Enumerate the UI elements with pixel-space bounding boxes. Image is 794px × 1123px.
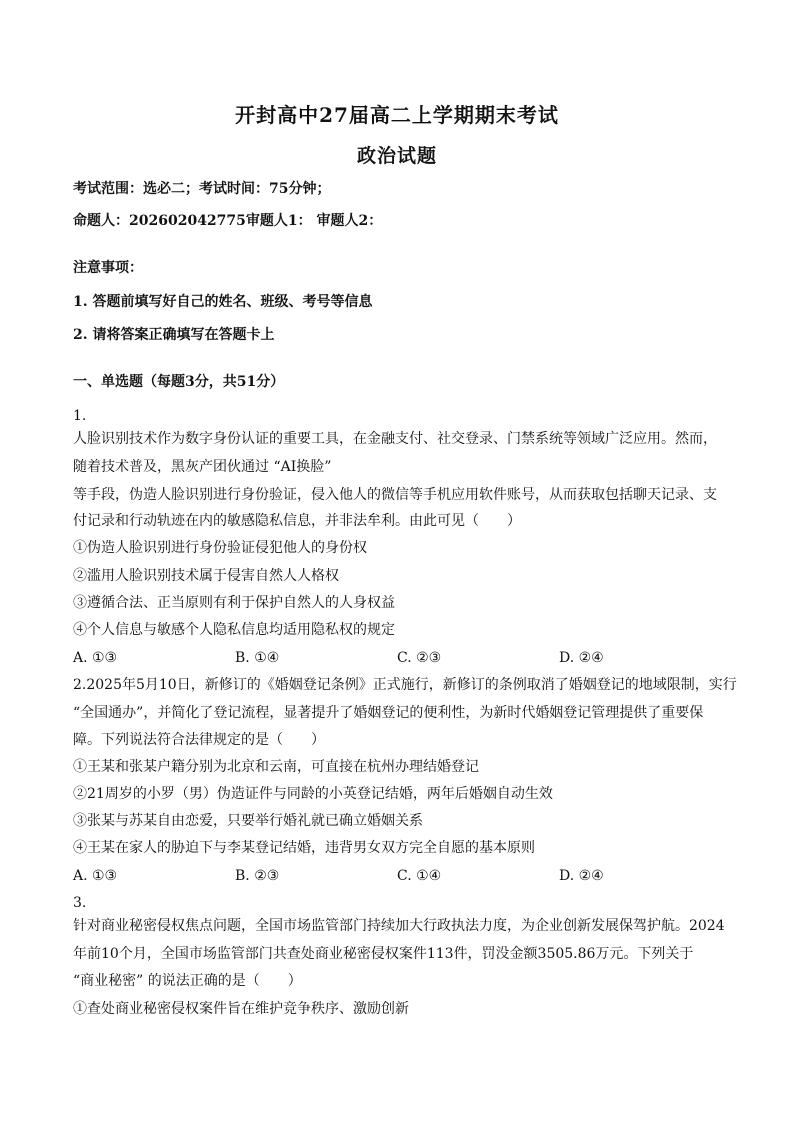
question-2-statement: ④王某在家人的胁迫下与李某登记结婚，违背男女双方完全自愿的基本原则 (73, 840, 535, 856)
question-2-option-c: C. ①④ (397, 868, 442, 884)
question-1-line: 1. (73, 408, 87, 424)
question-1-statement: ④个人信息与敏感个人隐私信息均适用隐私权的规定 (73, 622, 395, 638)
question-3-line: 针对商业秘密侵权焦点问题，全国市场监管部门持续加大行政执法力度，为企业创新发展保驾护航。2024 (73, 918, 725, 934)
question-1-option-d: D. ②④ (559, 650, 604, 666)
question-1-line: 等手段，伪造人脸识别进行身份验证，侵入他人的微信等手机应用软件账号，从而获取包括聊天记录、支 (73, 487, 717, 503)
question-1-option-a: A. ①③ (73, 650, 118, 666)
question-2-statement: ③张某与苏某自由恋爱，只要举行婚礼就已确立婚姻关系 (73, 813, 423, 829)
question-2-option-a: A. ①③ (73, 868, 118, 884)
authors-line: 命题人：202602042775审题人1： 审题人2： (73, 213, 383, 229)
exam-info: 考试范围：选必二；考试时间：75分钟； (73, 181, 331, 197)
question-1-statement: ①伪造人脸识别进行身份验证侵犯他人的身份权 (73, 540, 367, 556)
question-2-option-d: D. ②④ (559, 868, 604, 884)
notice-item: 1. 答题前填写好自己的姓名、班级、考号等信息 (73, 294, 373, 310)
exam-title: 开封高中27届高二上学期期末考试 (235, 103, 559, 127)
subject-title: 政治试题 (356, 145, 437, 167)
section-heading: 一、单选题（每题3分，共51分） (73, 374, 285, 390)
question-3-line: 年前10个月，全国市场监管部门共查处商业秘密侵权案件113件，罚没金额3505.86万元。下列关于 (73, 946, 694, 962)
question-3-line: 3. (73, 895, 87, 911)
question-1-statement: ②滥用人脸识别技术属于侵害自然人人格权 (73, 568, 339, 584)
question-2-line: 障。下列说法符合法律规定的是（ ） (73, 732, 325, 748)
question-2-line: 2.2025年5月10日，新修订的《婚姻登记条例》正式施行，新修订的条例取消了婚姻登记的地域限制，实行 (73, 677, 737, 693)
question-2-option-b: B. ②③ (235, 868, 280, 884)
question-1-line: 付记录和行动轨迹在内的敏感隐私信息，并非法牟利。由此可见（ ） (73, 513, 521, 529)
question-2-statement: ①王某和张某户籍分别为北京和云南，可直接在杭州办理结婚登记 (73, 759, 479, 775)
question-2-line: “全国通办”，并简化了登记流程，显著提升了婚姻登记的便利性，为新时代婚姻登记管理提供了重要保 (73, 705, 704, 721)
notice-item: 2. 请将答案正确填写在答题卡上 (73, 327, 275, 343)
question-3-line: “商业秘密” 的说法正确的是（ ） (73, 973, 302, 989)
question-1-option-b: B. ①④ (235, 650, 280, 666)
question-1-line: 人脸识别技术作为数字身份认证的重要工具，在金融支付、社交登录、门禁系统等领域广泛应用。然而， (73, 431, 717, 447)
question-1-statement: ③遵循合法、正当原则有利于保护自然人的人身权益 (73, 595, 395, 611)
question-2-statement: ②21周岁的小罗（男）伪造证件与同龄的小英登记结婚，两年后婚姻自动生效 (73, 786, 553, 802)
question-3-statement: ①查处商业秘密侵权案件旨在维护竞争秩序、激励创新 (73, 1001, 409, 1017)
notice-heading: 注意事项： (73, 260, 143, 276)
question-1-line: 随着技术普及，黑灰产团伙通过 “AI换脸” (73, 459, 332, 475)
question-1-option-c: C. ②③ (397, 650, 442, 666)
